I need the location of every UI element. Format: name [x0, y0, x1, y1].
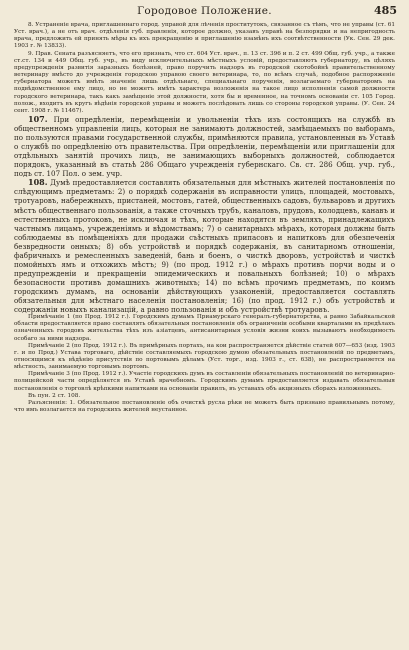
- paragraph-text: Думѣ предоставляется составлять обязательныя для мѣстныхъ жителей постановленія по слѣдующимъ предметамъ: 2) о порядкѣ содержанія въ исправности улицъ, площадей, мостовыхъ, тротуаровъ, набережныхъ, пристаней, мостовъ, гатей, общественныхъ садовъ, бульваровъ и другихъ мѣстъ общественнаго пользованія, а также сточныхъ трубъ, каналовъ, прудовъ, колодцевъ, канавъ и естественныхъ протоковъ, не исключая и тѣхъ, которые находятся въ земляхъ, принадлежащихъ частнымъ лицамъ, учрежденіямъ и вѣдомствамъ; 7) о санитарныхъ мѣрахъ, которыя должны быть соблюдаемы въ помѣщеніяхъ для продажи съѣстныхъ припасовъ и напитковъ для обезпеченія безвредности онныхъ; 8) объ устройствѣ и порядкѣ содержанія, въ санитарномъ отношеніи, фабричныхъ и ремесленныхъ заведеній, бань и боенъ, о чисткѣ дворовъ, устройствѣ и чисткѣ помойныхъ ямъ и отхожихъ мѣстъ; 9) (по прод. 1912 г.) о мѣрахъ противъ порчи воды и о предупрежденіи и прекращеніи эпидемическихъ и повальныхъ болѣзней; 10) о мѣрахъ безопасности противъ домашнихъ животныхъ; 14) по всѣмъ прочимъ предметамъ, по коимъ городскимъ думамъ, на основаніи дѣйствующихъ узаконеній, предоставляется составлять обязательныя для мѣстнаго населенія постановленія; 16) (по прод. 1912 г.) объ устройствѣ и содержаніи новыхъ канализацій, а равно пользованія и объ устройствѣ тротуаровъ.: [14, 178, 395, 315]
- article-number: 107.: [28, 114, 48, 125]
- paragraph-text: Разъясненія: 1. Обязательное постановленіе объ очисткѣ русла рѣки не можетъ быть признано правильнымъ потому, что имъ возлагается на городскихъ жителей неустанное.: [14, 399, 395, 414]
- subheading: [14, 393, 395, 400]
- paragraph: [14, 400, 395, 414]
- paragraph: [14, 51, 395, 115]
- page-number: 485: [374, 4, 397, 17]
- page-body: [14, 22, 395, 648]
- article-107: [14, 115, 395, 178]
- article-108: [14, 178, 395, 314]
- paragraph-text: При опредѣленіи, перемѣщеніи и увольненіи тѣхъ изъ состоящихъ на службѣ въ общественномъ управленіи лицъ, которыя не занимаютъ должностей, замѣщаемыхъ по выборамъ, по пользуются правами государственной службы, примѣняются правила, установленныя въ Уставѣ о службѣ по опредѣленію отъ правительства. При опредѣленіи, перемѣщеніи или приглашеніи для отдѣльныхъ занятій прочихъ лицъ, не занимающихъ выборныхъ должностей, соблюдается порядокъ, указанный въ статьѣ 286 Общаго учрежденія губернскаго. Св. ст. 286 Общ. учр. губ., подъ ст. 107 Пол. о зем. учр.: [14, 115, 395, 179]
- page-header: [0, 4, 409, 18]
- article-number: 108.: [28, 177, 48, 188]
- paragraph-text: 8. Устраненіе врача, приглашеннаго город. управой для лѣченія проститутокъ, связанное съ тѣмъ, что не управы (ст. 61 Уст. врач.), а не отъ врач. отдѣленія губ. правленія, которое должно, указавъ управѣ на безпорядки и на непригодность врача, предложить ей принять мѣры къ ихъ прекращенію и приглашенію взамѣнъ ихъ соотвѣтственности (Ук. Сен. 29 дек. 1903 г. № 13833).: [14, 22, 395, 50]
- note-paragraph: [14, 314, 395, 343]
- running-title: Городовое Положение.: [137, 5, 272, 17]
- note-paragraph: [14, 371, 395, 392]
- paragraph-text: 9. Прав. Сената разъясняетъ, что его признать, что ст. 604 Уст. врач., п. 13 ст. 396 и п. 2 ст. 499 Общ. губ. учр., а также ст.ст. 134 и 449 Общ. губ. учр., въ виду исключительныхъ мѣстныхъ условій, предоставляютъ губернатору, въ цѣляхъ предупрежденія развитія заразныхъ болѣзней, право поручить надзоръ въ городской скотобойнѣ правительственному ветеринару вмѣсто до учрежденія городскою управою своего ветеринара, то, по всѣмъ случаѣ, подобное распоряженіе губернатора можетъ имѣть значеніе лишь отдѣльнаго, специальнаго порученія, возлагаемаго губернаторомъ на подвѣдомственное ему лицо, но не можетъ имѣть характера возложенія на такое лицо исполненія самой должности городского ветеринара, такъ какъ замѣщеніе этой должности, хотя бы и временное, на точномъ основаніи ст. 105 Город. полож., входитъ въ кругъ вѣдѣнія городской управы и можетъ послѣдовать лишь со стороны городской управы. (У. Сен. 24 сент. 1908 г. № 11467).: [14, 50, 395, 114]
- paragraph: [14, 22, 395, 51]
- paragraph-text: Примѣчаніе 1 (по Прод. 1912 г.). Городскимъ думамъ Приамурскаго генералъ-губернаторства, а равно Забайкальской области предоставляется право составлять обязательныя постановленія объ ограниченіи особыми кварталами въ предѣлахъ означенныхъ городовъ жительства тѣхъ изъ азіатцевъ, антисанитарныя условія жизни коихъ вызываютъ необходимость особаго за ними надзора.: [14, 314, 395, 342]
- paragraph-text: Въ пун. 2 ст. 108.: [28, 392, 81, 399]
- paragraph-text: Примѣчаніе 2 (по Прод. 1912 г.). Въ примѣрныхъ портахъ, на кои распространяется дѣйствіе статей 607—653 (изд. 1903 г. и по Прод.) Устава торговаго, дѣйствіе составляемыхъ городскою думою обязательныхъ постановленій по предметамъ, относящимся къ вѣдѣнію присутствія по портовымъ дѣламъ (Уст. торг., изд. 1903 г., ст. 638), не распространяется на мѣстность, занимаемую торговымъ портомъ.: [14, 342, 395, 371]
- note-paragraph: [14, 343, 395, 372]
- paragraph-text: Примѣчаніе 3 (по Прод. 1912 г.). Участіе городскихъ думъ въ составленіи обязательныхъ постановленій по ветеринарно-полицейской части опредѣляется въ Уставѣ врачебномъ. Городскимъ думамъ предоставляется издавать обязательныя постановленія о торговлѣ крѣпкими напитками на основаніи правилъ, въ уставахъ объ акцизныхъ сборахъ изложенныхъ.: [14, 371, 395, 392]
